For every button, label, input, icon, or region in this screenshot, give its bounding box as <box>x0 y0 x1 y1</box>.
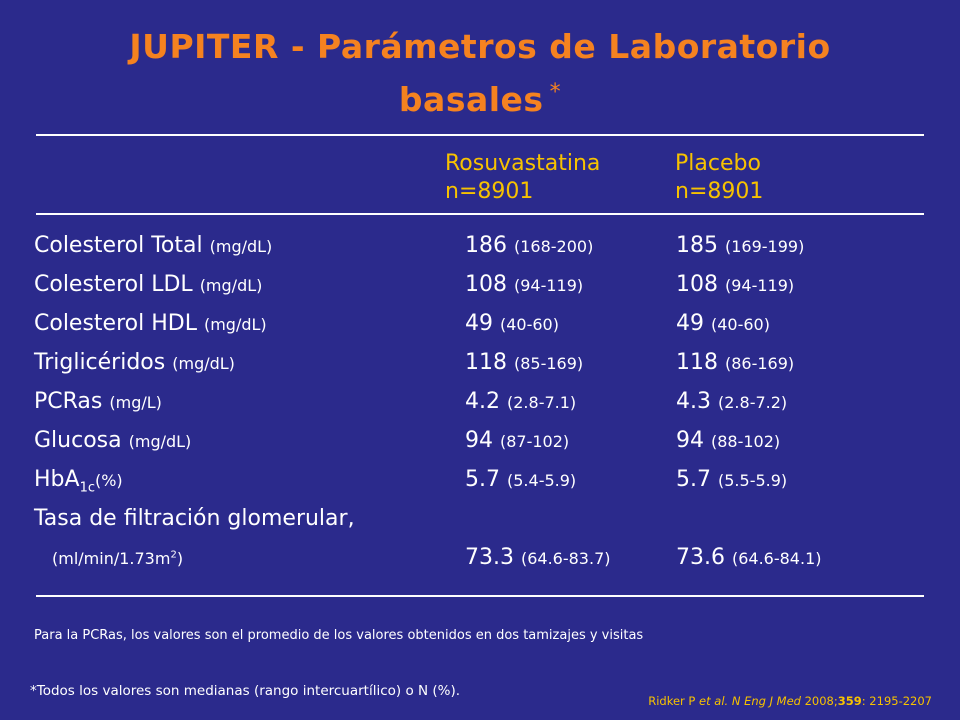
row-label <box>34 506 355 531</box>
placebo-value <box>676 233 804 258</box>
pcras-footnote: Para la PCRas, los valores son el promedio de los valores obtenidos en dos tamizajes y visitas <box>34 628 644 643</box>
iqr-range: (5.5-5.9) <box>718 471 788 490</box>
rosuvastatina-value <box>465 389 576 414</box>
header-divider <box>36 213 924 215</box>
rosuvastatina-value <box>465 428 569 453</box>
column-header-rosuvastatina-n: n=8901 <box>445 179 534 204</box>
median-value: 108 <box>676 272 718 297</box>
rosuvastatina-value <box>465 272 583 297</box>
iqr-range: (40-60) <box>500 315 559 334</box>
median-value: 118 <box>465 350 507 375</box>
placebo-value <box>676 350 794 375</box>
table-row <box>0 233 960 271</box>
iqr-range: (2.8-7.1) <box>507 393 577 412</box>
row-label <box>34 428 191 453</box>
iqr-range: (85-169) <box>514 354 584 373</box>
placebo-value <box>676 272 794 297</box>
table-row <box>0 350 960 388</box>
row-unit: (mg/L) <box>109 393 162 412</box>
median-value: 5.7 <box>676 467 711 492</box>
reference-year: 2008; <box>804 694 838 708</box>
reference-citation <box>648 694 932 708</box>
table-row <box>0 272 960 310</box>
rosuvastatina-value <box>465 545 611 570</box>
iqr-range: (64.6-84.1) <box>731 549 822 568</box>
placebo-value <box>676 311 770 336</box>
iqr-range: (64.6-83.7) <box>520 549 611 568</box>
column-header-rosuvastatina-name: Rosuvastatina <box>445 151 601 176</box>
row-label <box>34 233 272 258</box>
row-label-subscript: 1c <box>79 480 95 496</box>
reference-journal: N Eng J Med <box>731 694 801 708</box>
median-value: 118 <box>676 350 718 375</box>
row-label-text: Tasa de filtración glomerular, <box>34 506 355 531</box>
reference-author: Ridker P <box>648 694 696 708</box>
row-label-text: Triglicéridos <box>34 350 166 375</box>
median-value: 4.3 <box>676 389 711 414</box>
row-unit: (mg/dL) <box>172 354 235 373</box>
median-value: 94 <box>676 428 704 453</box>
placebo-value <box>676 389 787 414</box>
row-unit: (mg/dL) <box>209 237 273 256</box>
rosuvastatina-value <box>465 350 583 375</box>
iqr-range: (40-60) <box>711 315 770 334</box>
title-line-2-text: basales <box>398 80 544 119</box>
iqr-range: (2.8-7.2) <box>718 393 788 412</box>
iqr-range: (5.4-5.9) <box>507 471 577 490</box>
iqr-range: (94-119) <box>725 276 795 295</box>
row-label <box>34 311 267 336</box>
placebo-value <box>676 467 787 492</box>
top-divider <box>36 134 924 136</box>
table-row <box>0 389 960 427</box>
row-unit: (mg/dL) <box>203 315 267 334</box>
placebo-value <box>676 545 822 570</box>
row-unit-end: ) <box>176 549 184 568</box>
row-label-text: Colesterol LDL <box>34 272 193 297</box>
median-value: 108 <box>465 272 507 297</box>
iqr-range: (87-102) <box>500 432 570 451</box>
iqr-range: (94-119) <box>514 276 584 295</box>
column-header-placebo <box>675 150 763 206</box>
reference-volume: 359 <box>837 694 862 708</box>
row-unit-superscript: 2 <box>170 549 177 561</box>
median-value: 49 <box>465 311 493 336</box>
bottom-divider <box>36 595 924 597</box>
row-label-text: Colesterol HDL <box>34 311 197 336</box>
row-label-text: PCRas <box>34 389 103 414</box>
row-unit <box>52 549 183 568</box>
rosuvastatina-value <box>465 311 559 336</box>
row-unit: (%) <box>94 471 123 490</box>
column-header-placebo-n: n=8901 <box>675 179 764 204</box>
row-label <box>34 467 123 495</box>
iqr-range: (169-199) <box>725 237 805 256</box>
median-value: 4.2 <box>465 389 500 414</box>
row-unit-text: (ml/min/1.73m <box>52 549 171 568</box>
median-value: 73.6 <box>676 545 725 570</box>
title-line-2 <box>0 70 960 123</box>
median-value: 73.3 <box>465 545 514 570</box>
title-line-1: JUPITER - Parámetros de Laboratorio <box>129 27 831 66</box>
median-value: 186 <box>465 233 507 258</box>
table-row <box>0 467 960 505</box>
row-label <box>34 350 235 375</box>
row-label-text: Glucosa <box>34 428 122 453</box>
column-header-placebo-name: Placebo <box>675 151 761 176</box>
row-label-text: HbA <box>34 467 80 492</box>
iqr-range: (88-102) <box>711 432 781 451</box>
median-value: 49 <box>676 311 704 336</box>
column-header-rosuvastatina <box>445 150 600 206</box>
row-label-text: Colesterol Total <box>34 233 203 258</box>
median-value: 185 <box>676 233 718 258</box>
median-value: 5.7 <box>465 467 500 492</box>
row-unit: (mg/dL) <box>199 276 263 295</box>
table-row <box>0 506 960 544</box>
row-label <box>34 389 162 414</box>
slide-title <box>0 24 960 123</box>
reference-pages: : 2195-2207 <box>861 694 932 708</box>
table-row <box>0 311 960 349</box>
table-row <box>0 545 960 583</box>
row-unit: (mg/dL) <box>128 432 192 451</box>
rosuvastatina-value <box>465 467 576 492</box>
table-row <box>0 428 960 466</box>
reference-etal: et al. <box>699 694 729 708</box>
row-label <box>52 545 183 570</box>
row-label <box>34 272 262 297</box>
medians-footnote: *Todos los valores son medianas (rango intercuartílico) o N (%). <box>30 683 461 699</box>
iqr-range: (168-200) <box>514 237 594 256</box>
rosuvastatina-value <box>465 233 593 258</box>
iqr-range: (86-169) <box>725 354 795 373</box>
placebo-value <box>676 428 780 453</box>
median-value: 94 <box>465 428 493 453</box>
title-asterisk: * <box>549 80 562 105</box>
